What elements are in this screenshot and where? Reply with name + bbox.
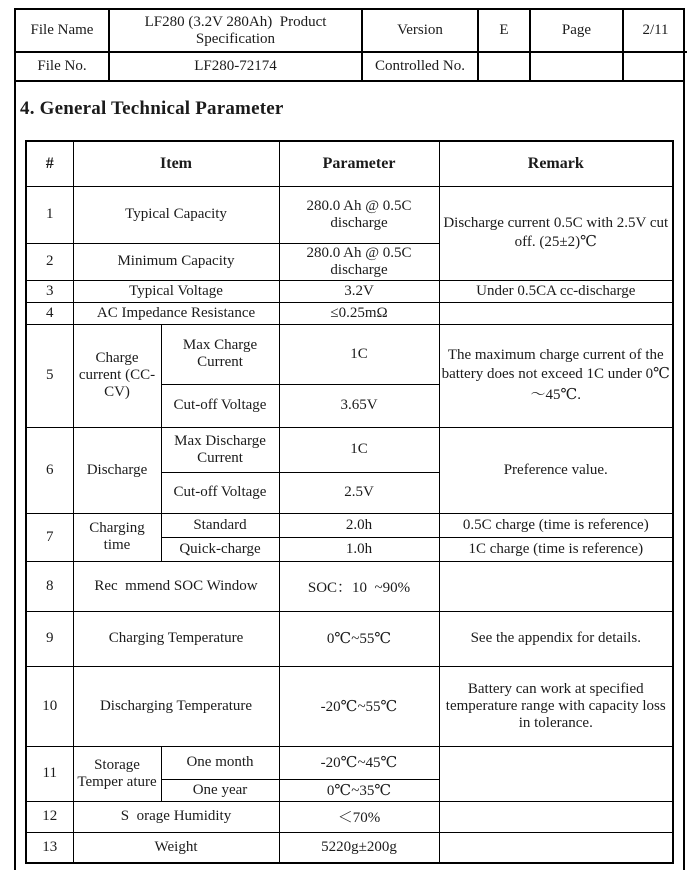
page-frame — [14, 8, 685, 870]
row-number: 2 — [26, 243, 73, 280]
item-sub-cell: Cut-off Voltage — [161, 472, 279, 513]
row-number: 1 — [26, 186, 73, 243]
remark-cell — [439, 746, 673, 801]
row-discharge-max-current — [26, 427, 673, 472]
remark-cell: Discharge current 0.5C with 2.5V cut off. (25±2)℃ — [439, 186, 673, 280]
item-group-cell: Storage Temper ature — [73, 746, 161, 801]
parameter-cell: 2.0h — [279, 513, 439, 537]
parameter-cell: SOC：10 ~90% — [279, 561, 439, 611]
row-ac-impedance — [26, 302, 673, 324]
parameter-cell: 0℃~35℃ — [279, 779, 439, 801]
row-number: 3 — [26, 280, 73, 302]
remark-cell — [439, 832, 673, 863]
row-number: 11 — [26, 746, 73, 801]
row-soc-window — [26, 561, 673, 611]
col-header-parameter: Parameter — [279, 141, 439, 186]
row-discharging-temperature — [26, 666, 673, 746]
item-group-cell: Charge current (CC-CV) — [73, 324, 161, 427]
remark-cell: See the appendix for details. — [439, 611, 673, 666]
parameter-cell: 3.65V — [279, 384, 439, 427]
file-name-label: File Name — [16, 10, 109, 52]
parameter-cell: 1C — [279, 427, 439, 472]
parameter-cell: 1C — [279, 324, 439, 384]
remark-cell: Preference value. — [439, 427, 673, 513]
parameter-cell: 5220g±200g — [279, 832, 439, 863]
row-charging-time-standard — [26, 513, 673, 537]
file-no-value: LF280-72174 — [109, 52, 362, 80]
version-value: E — [478, 10, 530, 52]
row-charge-current-max — [26, 324, 673, 384]
controlled-no-label: Controlled No. — [362, 52, 478, 80]
row-storage-one-month — [26, 746, 673, 779]
col-header-remark: Remark — [439, 141, 673, 186]
row-typical-capacity — [26, 186, 673, 243]
controlled-no-value-1 — [478, 52, 530, 80]
row-number: 13 — [26, 832, 73, 863]
spec-table — [25, 140, 674, 864]
item-sub-cell: Standard — [161, 513, 279, 537]
remark-cell: Under 0.5CA cc-discharge — [439, 280, 673, 302]
file-name-value: LF280 (3.2V 280Ah) Product Specification — [109, 10, 362, 52]
file-no-label: File No. — [16, 52, 109, 80]
remark-cell — [439, 561, 673, 611]
version-label: Version — [362, 10, 478, 52]
item-cell: Charging Temperature — [73, 611, 279, 666]
remark-cell — [439, 302, 673, 324]
item-cell: Typical Capacity — [73, 186, 279, 243]
row-number: 7 — [26, 513, 73, 561]
row-typical-voltage — [26, 280, 673, 302]
item-cell: Weight — [73, 832, 279, 863]
item-cell: AC Impedance Resistance — [73, 302, 279, 324]
parameter-cell: ≤0.25mΩ — [279, 302, 439, 324]
parameter-cell: 1.0h — [279, 537, 439, 561]
item-sub-cell: One month — [161, 746, 279, 779]
row-charging-temperature — [26, 611, 673, 666]
item-group-cell: Discharge — [73, 427, 161, 513]
remark-cell — [439, 801, 673, 832]
item-sub-cell: One year — [161, 779, 279, 801]
col-header-item: Item — [73, 141, 279, 186]
parameter-cell: -20℃~55℃ — [279, 666, 439, 746]
remark-cell: 1C charge (time is reference) — [439, 537, 673, 561]
row-weight — [26, 832, 673, 863]
item-cell: Discharging Temperature — [73, 666, 279, 746]
item-sub-cell: Quick-charge — [161, 537, 279, 561]
item-cell: Minimum Capacity — [73, 243, 279, 280]
page-value: 2/11 — [623, 10, 687, 52]
item-cell: Typical Voltage — [73, 280, 279, 302]
row-number: 12 — [26, 801, 73, 832]
row-number: 5 — [26, 324, 73, 427]
item-cell: S orage Humidity — [73, 801, 279, 832]
remark-cell: The maximum charge current of the battery does not exceed 1C under 0℃～45℃. — [439, 324, 673, 427]
row-number: 9 — [26, 611, 73, 666]
item-sub-cell: Max Discharge Current — [161, 427, 279, 472]
row-number: 4 — [26, 302, 73, 324]
row-number: 6 — [26, 427, 73, 513]
row-storage-humidity — [26, 801, 673, 832]
page-label: Page — [530, 10, 623, 52]
controlled-no-value-2 — [530, 52, 623, 80]
row-number: 10 — [26, 666, 73, 746]
doc-header-table — [16, 10, 687, 80]
section-title: 4. General Technical Parameter — [20, 98, 284, 119]
controlled-no-value-3 — [623, 52, 687, 80]
parameter-cell: 0℃~55℃ — [279, 611, 439, 666]
parameter-cell: 280.0 Ah @ 0.5C discharge — [279, 186, 439, 243]
col-header-num: # — [26, 141, 73, 186]
remark-cell: Battery can work at specified temperature range with capacity loss in tolerance. — [439, 666, 673, 746]
parameter-cell: 2.5V — [279, 472, 439, 513]
parameter-cell: 280.0 Ah @ 0.5C discharge — [279, 243, 439, 280]
parameter-cell: ＜70% — [279, 801, 439, 832]
row-number: 8 — [26, 561, 73, 611]
item-sub-cell: Cut-off Voltage — [161, 384, 279, 427]
item-group-cell: Charging time — [73, 513, 161, 561]
spec-header-row — [26, 141, 673, 186]
doc-header — [16, 10, 683, 82]
parameter-cell: -20℃~45℃ — [279, 746, 439, 779]
item-cell: Rec mmend SOC Window — [73, 561, 279, 611]
item-sub-cell: Max Charge Current — [161, 324, 279, 384]
parameter-cell: 3.2V — [279, 280, 439, 302]
remark-cell: 0.5C charge (time is reference) — [439, 513, 673, 537]
